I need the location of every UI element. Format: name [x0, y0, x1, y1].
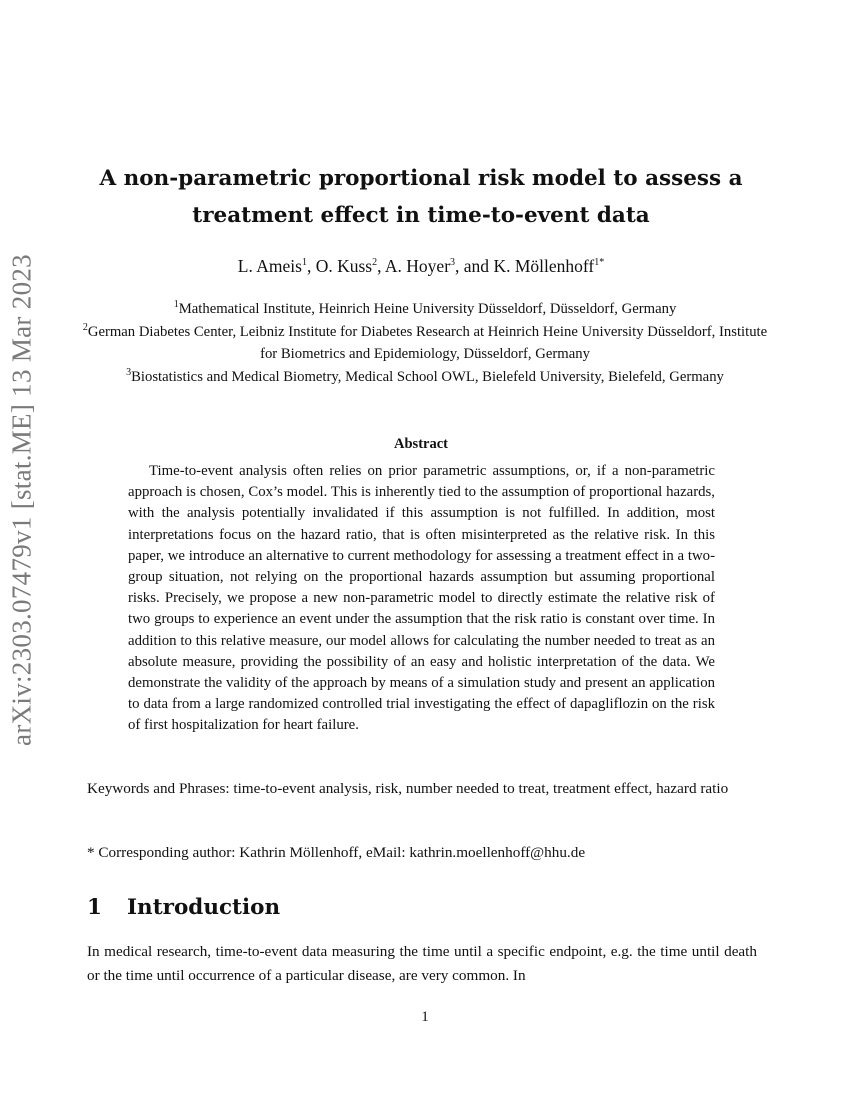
arxiv-identifier-text: arXiv:2303.07479v1 [stat.ME] 13 Mar 2023: [6, 254, 37, 746]
page-number: 1: [421, 1009, 429, 1025]
abstract-text: Time-to-event analysis often relies on prior parametric assumptions, or, if a non-parametric approach is chosen, Cox’s model. This is inherently tied to the assumption of proportional hazards, with the analysis potentially invalidated if this assumption is not fulfilled. In addition, most interpretations focus on the hazard ratio, that is often misinterpreted as the relative risk. In this paper, we introduce an alternative to current methodology for assessing a treatment effect in a two-group situation, not relying on the proportional hazards assumption but assuming proportional risks. Precisely, we propose a new non-parametric model to directly estimate the relative risk of two groups to experience an event under the assumption that the risk ratio is constant over time. In addition to this relative measure, our model allows for calculating the number needed to treat as an absolute measure, providing the possibility of an easy and holistic interpretation of the data. We demonstrate the validity of the approach by means of a simulation study and present an application to data from a large randomized controlled trial investigating the effect of dapagliflozin on the risk of first hospitalization for heart failure.: [128, 463, 715, 734]
author-list: L. Ameis$^1$, O. Kuss$^2$, A. Hoyer$^3$, and K. Möllenhoff$^{1*}$: [237, 256, 605, 276]
affiliations: [80, 298, 770, 388]
author: L. Ameis$^1$: [237, 256, 307, 276]
author: O. Kuss$^2$: [315, 256, 378, 276]
abstract-heading: Abstract: [394, 436, 448, 452]
affiliation: $^1$Mathematical Institute, Heinrich Heine University Düsseldorf, Düsseldorf, Germany: [173, 299, 677, 317]
section-heading: [87, 895, 280, 920]
author: K. Möllenhoff$^{1*}$: [493, 256, 605, 276]
paper-title: A non-parametric proportional risk model to assess a treatment effect in time-to-event data: [99, 166, 743, 228]
author: A. Hoyer$^3$: [384, 256, 456, 276]
affiliation: $^2$German Diabetes Center, Leibniz Institute for Diabetes Research at Heinrich Heine University Düsseldorf, Institute for Biometrics and Epidemiology, Düsseldorf, Germany: [82, 321, 768, 362]
body-paragraph: In medical research, time-to-event data measuring the time until a specific endpoint, e.g. the time until death or the time until occurrence of a particular disease, are very common. In: [87, 943, 757, 984]
affiliation: $^3$Biostatistics and Medical Biometry, Medical School OWL, Bielefeld University, Bielefeld, Germany: [126, 366, 724, 385]
section-number: 1: [87, 895, 102, 920]
corresponding-author: * Corresponding author: Kathrin Möllenhoff, eMail: kathrin.moellenhoff@hhu.de: [87, 844, 586, 861]
section-title: Introduction: [127, 895, 281, 920]
author-conjunction: and: [463, 256, 490, 276]
keywords: Keywords and Phrases: time-to-event analysis, risk, number needed to treat, treatment effect, hazard ratio: [87, 780, 729, 797]
